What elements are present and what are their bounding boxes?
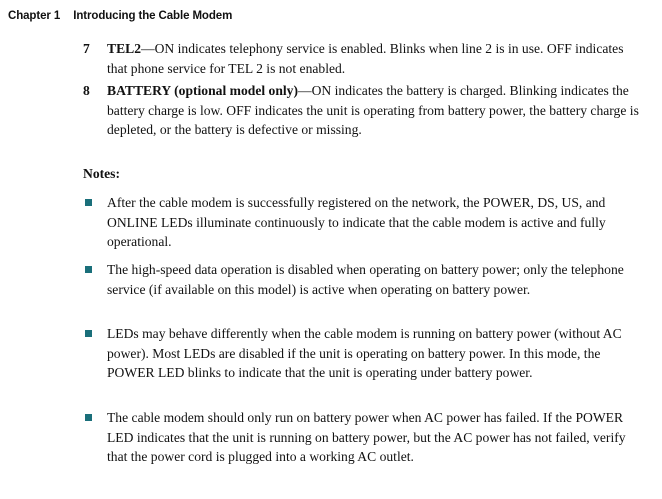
square-bullet-icon: [85, 414, 92, 421]
note-text: The cable modem should only run on battery power when AC power has failed. If the POWER LED indicates that the unit is running on battery power, but the AC power has not failed, verify that the power cord is plugged into a working AC outlet.: [107, 410, 626, 465]
item-description: —ON indicates telephony service is enabled. Blinks when line 2 is in use. OFF indicates that phone service for TEL 2 is not enabled.: [107, 41, 624, 76]
chapter-label: Chapter 1: [8, 10, 61, 22]
note-item: [83, 193, 643, 252]
item-term: BATTERY (optional model only): [107, 83, 298, 98]
notes-heading: Notes:: [83, 166, 120, 181]
note-item: [83, 324, 643, 383]
item-description: —ON indicates the battery is charged. Blinking indicates the battery charge is low. OFF indicates the unit is operating from battery power, the battery charge is depleted, or the battery is defective or missing.: [107, 83, 639, 138]
item-number: 8: [83, 83, 90, 98]
square-bullet-icon: [85, 330, 92, 337]
note-text: The high-speed data operation is disabled when operating on battery power; only the telephone service (if available on this model) is active when operating on battery power.: [107, 262, 624, 297]
page-header: [8, 10, 232, 22]
item-content: [107, 81, 643, 140]
square-bullet-icon: [85, 266, 92, 273]
item-content: [107, 39, 643, 78]
note-text: After the cable modem is successfully registered on the network, the POWER, DS, US, and ONLINE LEDs illuminate continuously to indicate that the cable modem is active and fully operational.: [107, 195, 606, 250]
led-item-tel2: [83, 39, 643, 78]
item-term: TEL2: [107, 41, 141, 56]
chapter-title: Introducing the Cable Modem: [73, 10, 233, 22]
note-item: [83, 408, 643, 467]
item-number: 7: [83, 41, 90, 56]
note-item: [83, 260, 643, 299]
led-item-battery: [83, 81, 643, 140]
note-text: LEDs may behave differently when the cable modem is running on battery power (without AC power). Most LEDs are disabled if the unit is operating on battery power. In this mode, the POWER LED blinks to indicate that the unit is operating under battery power.: [107, 326, 622, 381]
square-bullet-icon: [85, 199, 92, 206]
